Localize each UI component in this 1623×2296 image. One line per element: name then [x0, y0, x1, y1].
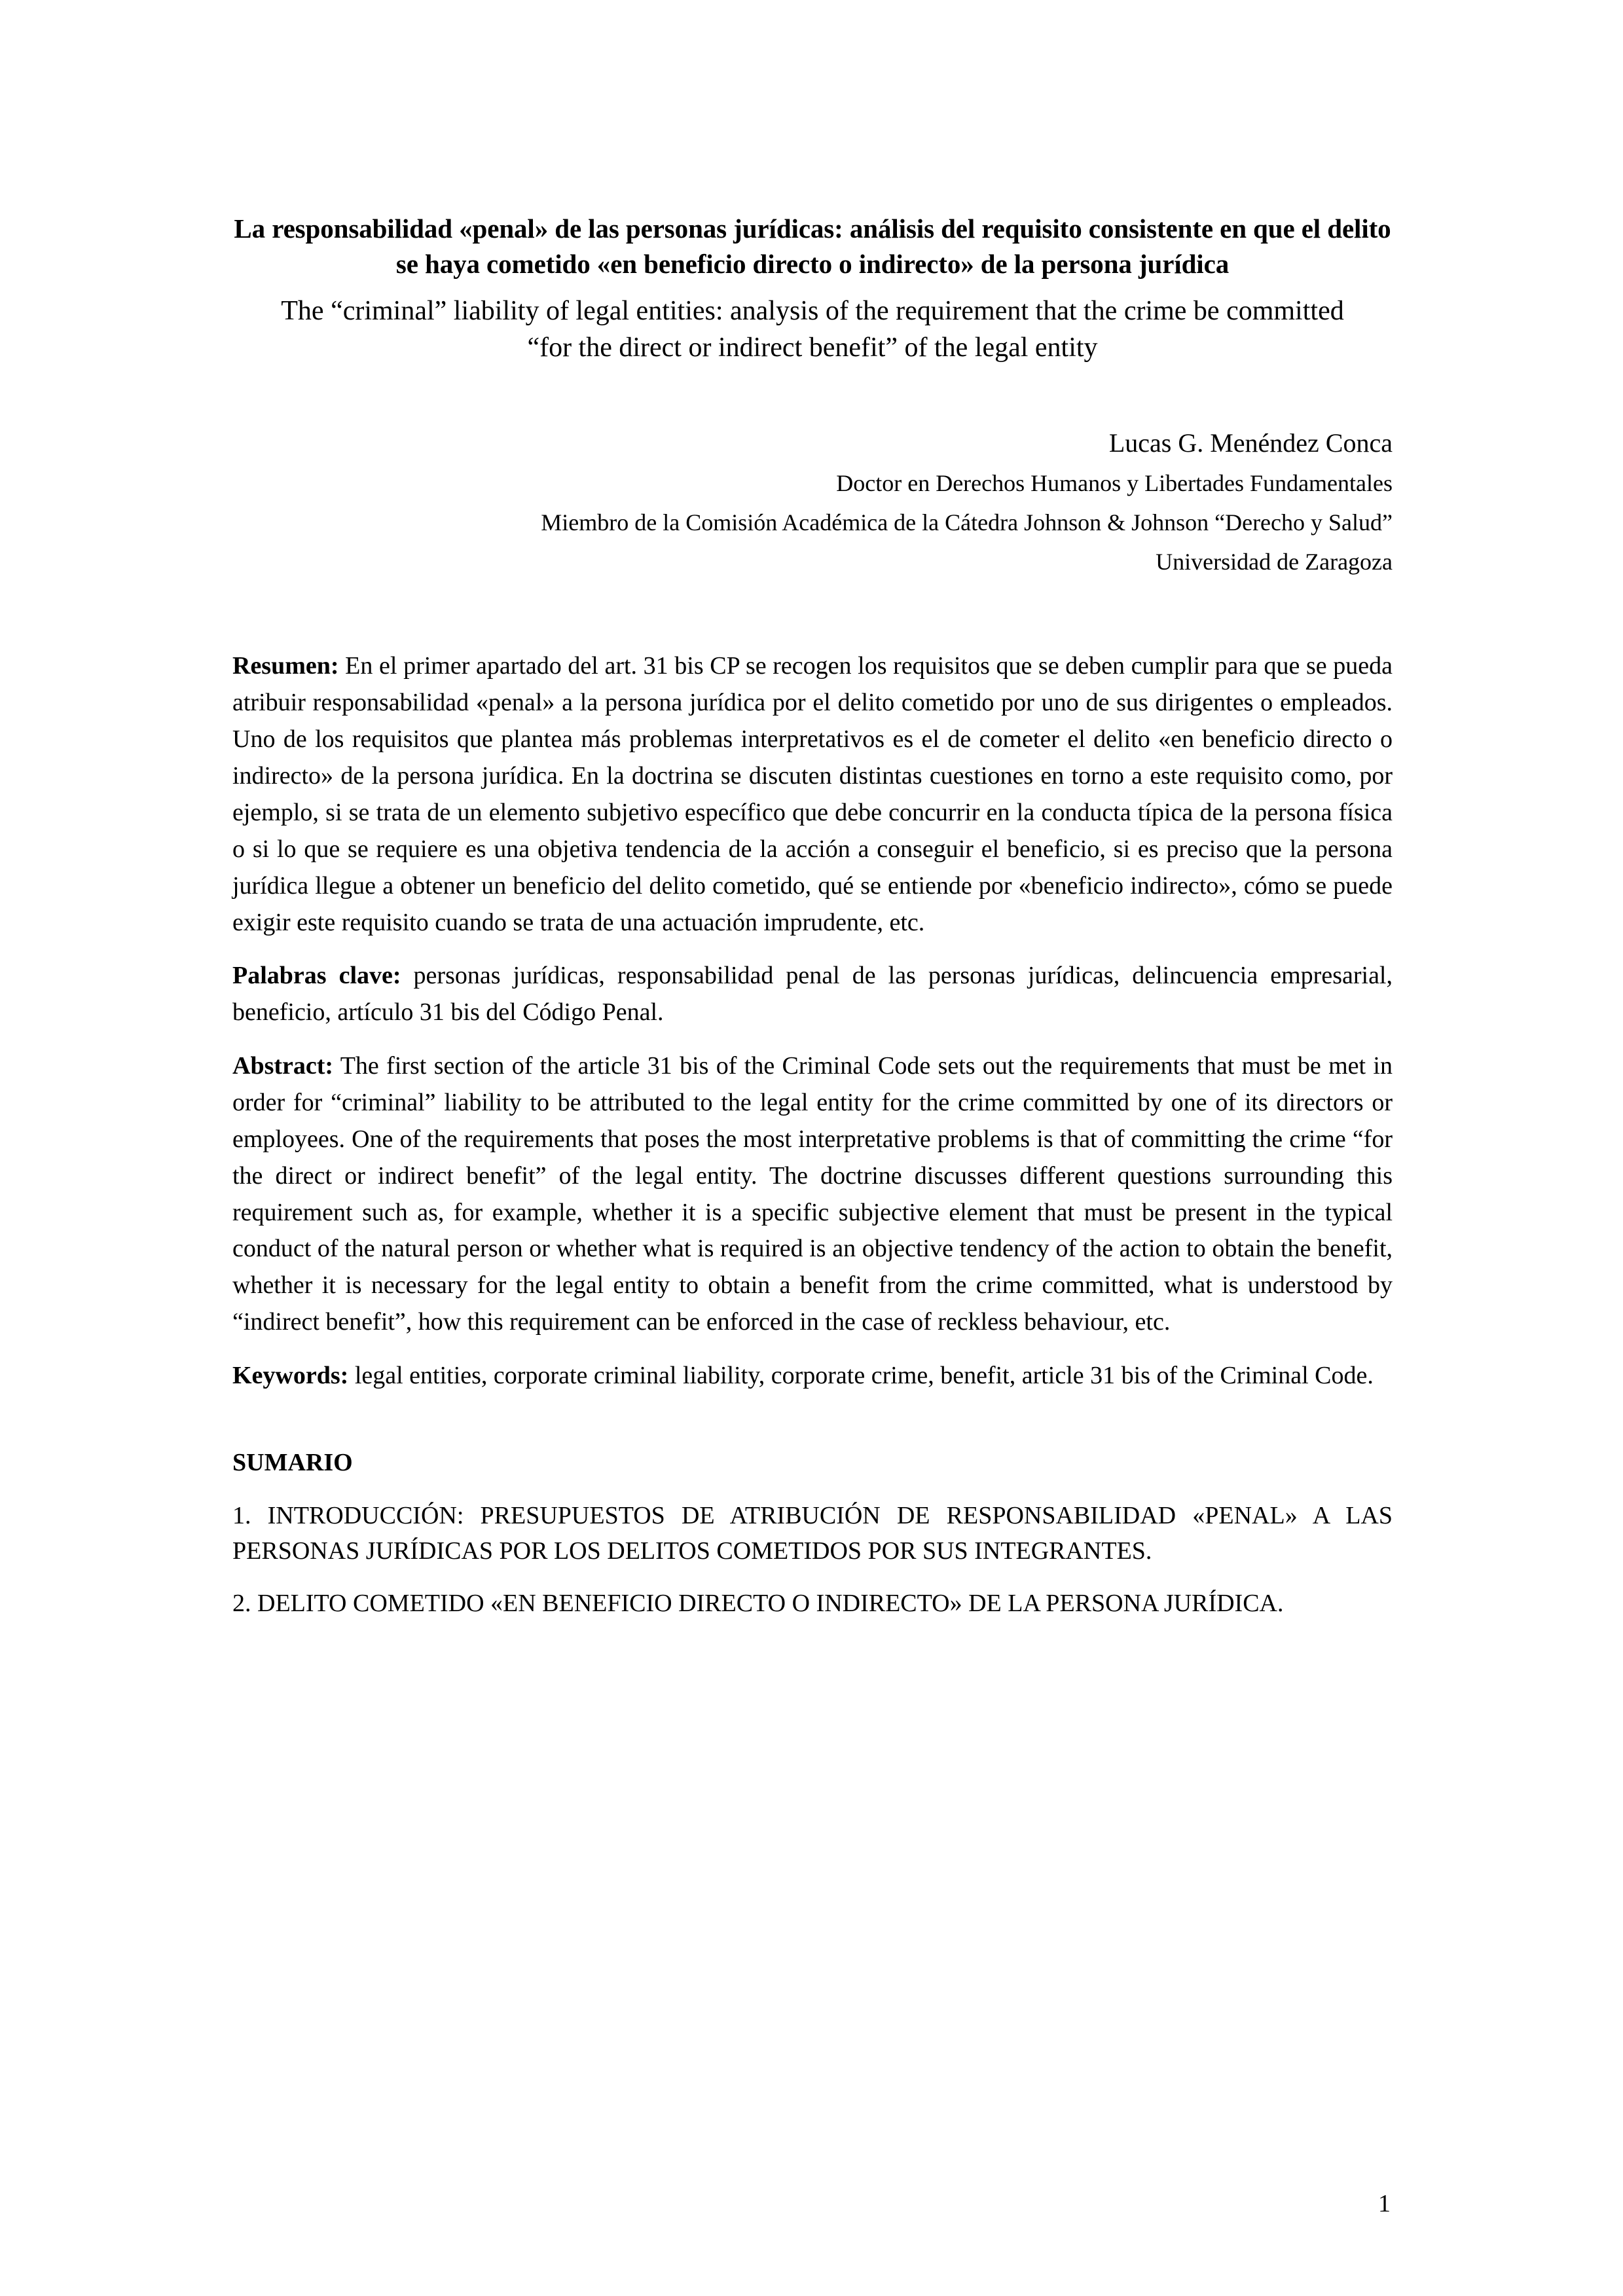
- keywords-spanish-text: personas jurídicas, responsabilidad penal de las personas jurídicas, delincuencia empresarial, beneficio, artículo 31 bis del Código Penal.: [232, 962, 1393, 1027]
- page-number: 1: [1378, 2190, 1391, 2217]
- keywords-spanish-label: Palabras clave:: [232, 962, 401, 990]
- keywords-english-label: Keywords:: [232, 1361, 349, 1389]
- abstract-english-text: The first section of the article 31 bis of the Criminal Code sets out the requirements that must be met in order for “criminal” liability to be attributed to the legal entity for the crime committed by one of its directors or employees. One of the requirements that poses the most interpretative problems is that of committing the crime “for the direct or indirect benefit” of the legal entity. The doctrine discusses different questions surrounding this requirement such as, for example, whether it is a specific subjective element that must be present in the typical conduct of the natural person or whether what is required is an objective tendency of the action to obtain the benefit, whether it is necessary for the legal entity to obtain a benefit from the crime committed, what is understood by “indirect benefit”, how this requirement can be enforced in the case of reckless behaviour, etc.: [232, 1052, 1393, 1336]
- sumario-item-2: 2. DELITO COMETIDO «EN BENEFICIO DIRECTO O INDIRECTO» DE LA PERSONA JURÍDICA.: [232, 1589, 1284, 1617]
- sumario-heading: SUMARIO: [232, 1448, 353, 1476]
- keywords-english-text: legal entities, corporate criminal liability, corporate crime, benefit, article 31 bis of the Criminal Code.: [348, 1361, 1374, 1389]
- author-institution: Universidad de Zaragoza: [1156, 548, 1393, 575]
- sumario-item-1: 1. INTRODUCCIÓN: PRESUPUESTOS DE ATRIBUCIÓN DE RESPONSABILIDAD «PENAL» A LAS PERSONAS JURÍDICAS POR LOS DELITOS COMETIDOS POR SUS INTEGRANTES.: [232, 1502, 1393, 1565]
- author-block: [232, 424, 1393, 580]
- abstract-english-paragraph: [232, 1048, 1393, 1341]
- page-title-spanish: La responsabilidad «penal» de las personas jurídicas: análisis del requisito consistente en que el delito se haya cometido «en beneficio directo o indirecto» de la persona jurídica: [234, 213, 1391, 280]
- page-content: [232, 0, 1393, 1622]
- title-block: [232, 211, 1393, 366]
- author-degree: Doctor en Derechos Humanos y Libertades Fundamentales: [836, 470, 1393, 497]
- keywords-spanish-paragraph: [232, 958, 1393, 1031]
- author-name: Lucas G. Menéndez Conca: [1108, 428, 1393, 458]
- sumario-section: [232, 1446, 1393, 1622]
- page-title-english: The “criminal” liability of legal entities: analysis of the requirement that the crime be committed “for the direct or indirect benefit” of the legal entity: [281, 296, 1344, 363]
- author-membership: Miembro de la Comisión Académica de la Cátedra Johnson & Johnson “Derecho y Salud”: [541, 509, 1393, 536]
- abstract-section: [232, 648, 1393, 1394]
- keywords-english-paragraph: [232, 1358, 1393, 1394]
- abstract-spanish-paragraph: [232, 648, 1393, 941]
- abstract-english-label: Abstract:: [232, 1052, 334, 1080]
- abstract-spanish-text: En el primer apartado del art. 31 bis CP se recogen los requisitos que se deben cumplir para que se pueda atribuir responsabilidad «penal» a la persona jurídica por el delito cometido por uno de sus dirigentes o empleados. Uno de los requisitos que plantea más problemas interpretativos es el de cometer el delito «en beneficio directo o indirecto» de la persona jurídica. En la doctrina se discuten distintas cuestiones en torno a este requisito como, por ejemplo, si se trata de un elemento subjetivo específico que debe concurrir en la conducta típica de la persona física o si lo que se requiere es una objetiva tendencia de la acción a conseguir el beneficio, si es preciso que la persona jurídica llegue a obtener un beneficio del delito cometido, qué se entiende por «beneficio indirecto», cómo se puede exigir este requisito cuando se trata de una actuación imprudente, etc.: [232, 652, 1393, 936]
- abstract-spanish-label: Resumen:: [232, 652, 339, 680]
